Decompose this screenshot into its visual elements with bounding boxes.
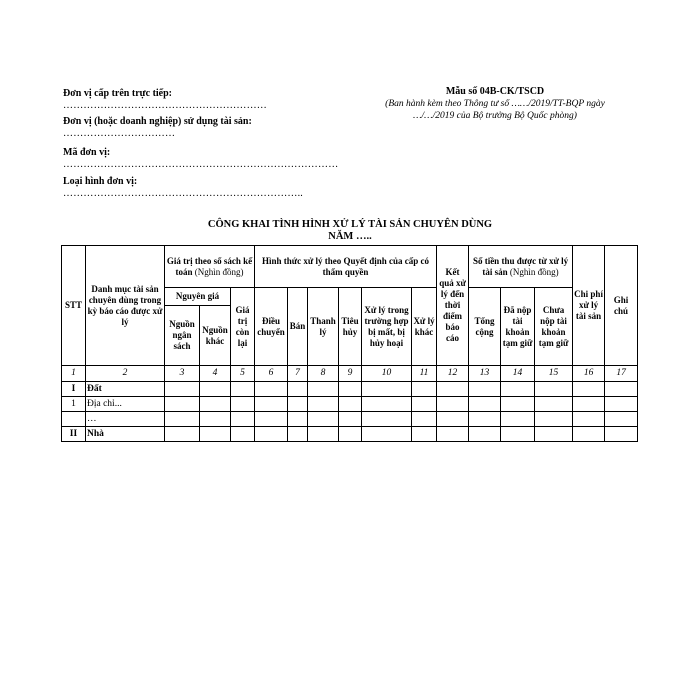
table-cell <box>165 382 200 397</box>
column-number: 8 <box>308 366 339 382</box>
header-other-disposal: Xử lý khác <box>412 288 437 366</box>
table-cell <box>535 382 573 397</box>
header-category: Danh mục tài sản chuyên dùng trong kỳ báo cáo được xử lý <box>86 246 165 366</box>
unit-type-label: Loại hình đơn vị: <box>63 176 138 187</box>
header-proceeds-label: Số tiền thu được từ xử lý tài sản <box>472 255 569 277</box>
table-cell <box>165 397 200 412</box>
header-original-price: Nguyên giá <box>165 288 231 306</box>
using-unit-label: Đơn vị (hoặc doanh nghiệp) sử dụng tài sản: <box>63 116 252 127</box>
table-cell <box>605 382 638 397</box>
header-stt: STT <box>62 246 86 366</box>
table-cell <box>231 427 255 442</box>
document-title: CÔNG KHAI TÌNH HÌNH XỬ LÝ TÀI SẢN CHUYÊN DÙNG <box>207 219 493 230</box>
table-cell <box>308 397 339 412</box>
header-notes: Ghi chú <box>605 246 638 366</box>
header-budget-source: Nguồn ngân sách <box>165 306 200 366</box>
header-remaining-value: Giá trị còn lại <box>231 288 255 366</box>
table-cell <box>605 412 638 427</box>
superior-unit-field: …………………………………………………… <box>63 100 267 111</box>
table-cell <box>288 412 308 427</box>
table-cell <box>362 412 412 427</box>
column-number: 14 <box>501 366 535 382</box>
table-cell <box>288 427 308 442</box>
column-number: 5 <box>231 366 255 382</box>
header-transfer: Điều chuyển <box>255 288 288 366</box>
table-cell <box>573 427 605 442</box>
table-cell <box>255 427 288 442</box>
table-cell <box>437 412 469 427</box>
column-number: 7 <box>288 366 308 382</box>
unit-code-label: Mã đơn vị: <box>63 147 111 158</box>
row-stt: II <box>62 427 86 442</box>
table-cell <box>501 427 535 442</box>
header-lost-damaged: Xử lý trong trường hợp bị mất, bị hủy hoại <box>362 288 412 366</box>
header-unpaid-temp: Chưa nộp tài khoản tạm giữ <box>535 288 573 366</box>
table-cell <box>339 397 362 412</box>
row-name: Nhà <box>86 427 165 442</box>
unit-code-field: ……………………………………………………………………… <box>63 159 339 170</box>
table-cell <box>255 412 288 427</box>
table-cell <box>573 382 605 397</box>
column-number: 11 <box>412 366 437 382</box>
column-number: 12 <box>437 366 469 382</box>
using-unit-field: …………………………… <box>63 128 176 139</box>
row-name: Đất <box>86 382 165 397</box>
header-book-value <box>165 246 255 288</box>
table-cell <box>501 397 535 412</box>
table-cell <box>412 382 437 397</box>
header-proceeds-unit: (Nghìn đồng) <box>509 266 559 277</box>
table-cell <box>200 427 231 442</box>
table-cell <box>231 397 255 412</box>
column-number: 15 <box>535 366 573 382</box>
unit-type-field: …………………………………………………………….. <box>63 188 303 199</box>
table-cell <box>231 382 255 397</box>
header-other-source: Nguồn khác <box>200 306 231 366</box>
table-cell <box>165 427 200 442</box>
column-number: 4 <box>200 366 231 382</box>
table-row <box>62 382 638 397</box>
column-number: 17 <box>605 366 638 382</box>
table-cell <box>231 412 255 427</box>
header-paid-temp: Đã nộp tài khoản tạm giữ <box>501 288 535 366</box>
column-number: 2 <box>86 366 165 382</box>
table-cell <box>605 397 638 412</box>
header-proceeds <box>469 246 573 288</box>
table-cell <box>255 397 288 412</box>
column-number: 3 <box>165 366 200 382</box>
table-cell <box>469 427 501 442</box>
table-cell <box>573 412 605 427</box>
column-number: 10 <box>362 366 412 382</box>
table-cell <box>200 397 231 412</box>
row-stt: I <box>62 382 86 397</box>
column-number-row <box>62 366 638 382</box>
table-cell <box>288 397 308 412</box>
table-cell <box>469 397 501 412</box>
table-cell <box>339 427 362 442</box>
column-number: 16 <box>573 366 605 382</box>
form-note-line1: (Ban hành kèm theo Thông tư số ……/2019/TT-BQP ngày <box>385 99 605 109</box>
header-result: Kết quả xử lý đến thời điểm báo cáo <box>437 246 469 366</box>
header-destroy: Tiêu hủy <box>339 288 362 366</box>
header-book-value-unit: (Nghìn đồng) <box>194 266 244 277</box>
table-cell <box>437 397 469 412</box>
disposal-table <box>61 245 638 442</box>
table-row <box>62 397 638 412</box>
table-cell <box>339 412 362 427</box>
table-cell <box>437 427 469 442</box>
form-code: Mẫu số 04B-CK/TSCD <box>445 86 545 97</box>
table-cell <box>412 412 437 427</box>
table-cell <box>535 397 573 412</box>
table-row <box>62 427 638 442</box>
column-number: 9 <box>339 366 362 382</box>
table-cell <box>469 382 501 397</box>
header-total: Tổng cộng <box>469 288 501 366</box>
form-note-line2: …/…/2019 của Bộ trưởng Bộ Quốc phòng) <box>413 111 577 121</box>
table-cell <box>308 427 339 442</box>
table-cell <box>412 397 437 412</box>
header-liquidate: Thanh lý <box>308 288 339 366</box>
document-year: NĂM ….. <box>328 231 372 242</box>
row-stt <box>62 412 86 427</box>
table-cell <box>362 397 412 412</box>
table-cell <box>288 382 308 397</box>
column-number: 13 <box>469 366 501 382</box>
table-cell <box>362 382 412 397</box>
table-cell <box>469 412 501 427</box>
table-cell <box>573 397 605 412</box>
column-number: 1 <box>62 366 86 382</box>
table-cell <box>605 427 638 442</box>
row-stt: 1 <box>62 397 86 412</box>
table-cell <box>165 412 200 427</box>
table-cell <box>362 427 412 442</box>
table-cell <box>412 427 437 442</box>
table-cell <box>339 382 362 397</box>
table-cell <box>200 382 231 397</box>
row-name: … <box>86 412 165 427</box>
table-cell <box>437 382 469 397</box>
header-cost: Chi phí xử lý tài sản <box>573 246 605 366</box>
table-cell <box>501 382 535 397</box>
superior-unit-label: Đơn vị cấp trên trực tiếp: <box>63 88 173 99</box>
row-name: Địa chỉ... <box>86 397 165 412</box>
table-cell <box>308 412 339 427</box>
table-cell <box>535 427 573 442</box>
column-number: 6 <box>255 366 288 382</box>
table-row <box>62 412 638 427</box>
table-cell <box>200 412 231 427</box>
header-disposal-form: Hình thức xử lý theo Quyết định của cấp có thẩm quyền <box>255 246 437 288</box>
table-cell <box>535 412 573 427</box>
header-sell: Bán <box>288 288 308 366</box>
table-cell <box>501 412 535 427</box>
header-book-value-label: Giá trị theo sổ sách kế toán <box>166 255 253 277</box>
table-cell <box>255 382 288 397</box>
table-cell <box>308 382 339 397</box>
